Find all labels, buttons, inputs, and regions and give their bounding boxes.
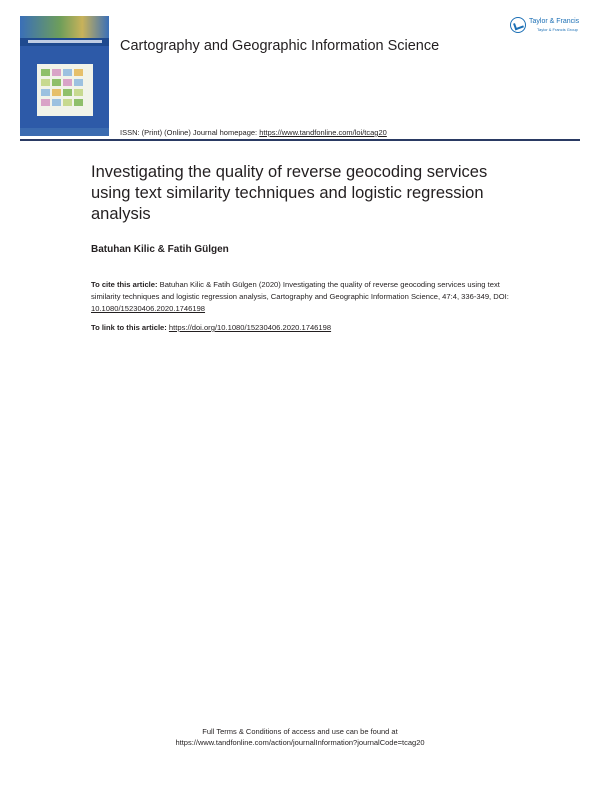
article-title: Investigating the quality of reverse geocoding services using text similarity techniques and logistic regression analysis <box>91 163 488 223</box>
publisher-emblem-icon <box>510 17 526 33</box>
article-link-block <box>91 323 331 332</box>
journal-cover-thumbnail[interactable] <box>20 16 109 136</box>
citation-label: To cite this article: <box>91 280 158 289</box>
cover-journal-label <box>28 40 102 43</box>
publisher-group-name: Taylor & Francis Group <box>537 27 578 32</box>
article-authors[interactable]: Batuhan Kilic & Fatih Gülgen <box>91 244 229 255</box>
publisher-logo[interactable] <box>510 17 585 39</box>
citation-text: Batuhan Kilic & Fatih Gülgen (2020) Investigating the quality of reverse geocoding services using text similarity techniques and logistic regression analysis, Cartography and Geographic Information Science, 47:4, 336-349, DOI: <box>91 280 509 301</box>
header-divider <box>20 139 580 141</box>
cover-map-figure <box>37 64 93 116</box>
publisher-name: Taylor & Francis <box>529 18 580 25</box>
cover-map-banner <box>20 16 109 38</box>
issn-label: ISSN: (Print) (Online) Journal homepage: <box>120 128 260 137</box>
doi-link[interactable]: 10.1080/15230406.2020.1746198 <box>91 304 206 313</box>
article-link-label: To link to this article: <box>91 323 169 332</box>
citation-block <box>91 279 521 315</box>
article-url-link[interactable]: https://doi.org/10.1080/15230406.2020.1746198 <box>168 323 332 332</box>
journal-homepage-link[interactable]: https://www.tandfonline.com/loi/tcag20 <box>259 128 387 137</box>
journal-title[interactable]: Cartography and Geographic Information Science <box>120 38 440 54</box>
cover-footer-band <box>20 128 109 136</box>
terms-notice: Full Terms & Conditions of access and use can be found at <box>202 727 398 736</box>
terms-url-link[interactable]: https://www.tandfonline.com/action/journalInformation?journalCode=tcag20 <box>175 738 425 747</box>
issn-homepage-line <box>120 128 387 137</box>
